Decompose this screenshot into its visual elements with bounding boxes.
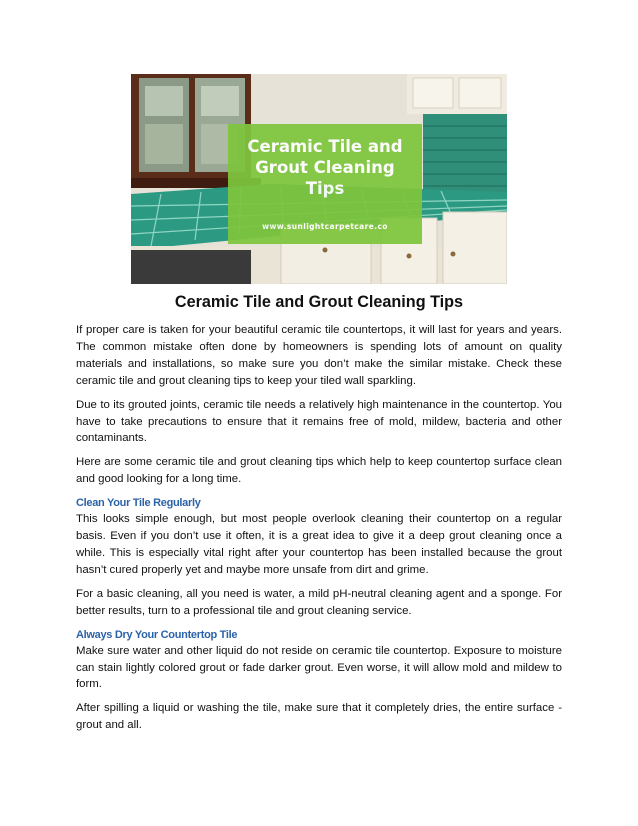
paragraph: This looks simple enough, but most people overlook cleaning their countertop on a regular basis. Even if you don’t use it often, it is a great idea to give it a deep grout cleaning once a while. This is especially vital right after your countertop has been installed because the grout hasn’t cured properly yet and maybe more unsafe from dirt and grime. (76, 513, 562, 576)
page-title: Ceramic Tile and Grout Cleaning Tips (174, 293, 464, 311)
hero-url: www.sunlightcarpetcare.co (262, 222, 388, 231)
hero-title-line: Tips (305, 179, 345, 198)
paragraph: After spilling a liquid or washing the tile, make sure that it completely dries, the entire surface - grout and all. (76, 702, 562, 732)
paragraph: If proper care is taken for your beautiful ceramic tile countertops, it will last for years and years. The common mistake often done by homeowners is spending lots of amount on quality materials and installations, so make sure you don’t make the similar mistake. Check these ceramic tile and grout cleaning tips to keep your tiled wall sparkling. (76, 324, 562, 387)
section-heading: Clean Your Tile Regularly (76, 497, 201, 510)
article-body (76, 322, 562, 741)
hero-title-line: Ceramic Tile and (247, 137, 403, 156)
hero-title-line: Grout Cleaning (255, 158, 395, 177)
hero-title-banner (228, 124, 422, 244)
paragraph: Due to its grouted joints, ceramic tile needs a relatively high maintenance in the countertop. You have to take precautions to ensure that it remains free of mold, mildew, bacteria and other contaminants. (76, 398, 562, 445)
paragraph: For a basic cleaning, all you need is water, a mild pH-neutral cleaning agent and a sponge. For better results, turn to a professional tile and grout cleaning service. (76, 587, 562, 617)
paragraph: Make sure water and other liquid do not reside on ceramic tile countertop. Exposure to moisture can stain lightly colored grout or fade darker grout. Even worse, it will allow mold and mildew to form. (76, 644, 562, 691)
section-heading: Always Dry Your Countertop Tile (76, 628, 238, 641)
paragraph: Here are some ceramic tile and grout cleaning tips which help to keep countertop surface clean and good looking for a long time. (76, 456, 562, 486)
hero-title (228, 136, 422, 199)
hero-image (131, 74, 507, 284)
